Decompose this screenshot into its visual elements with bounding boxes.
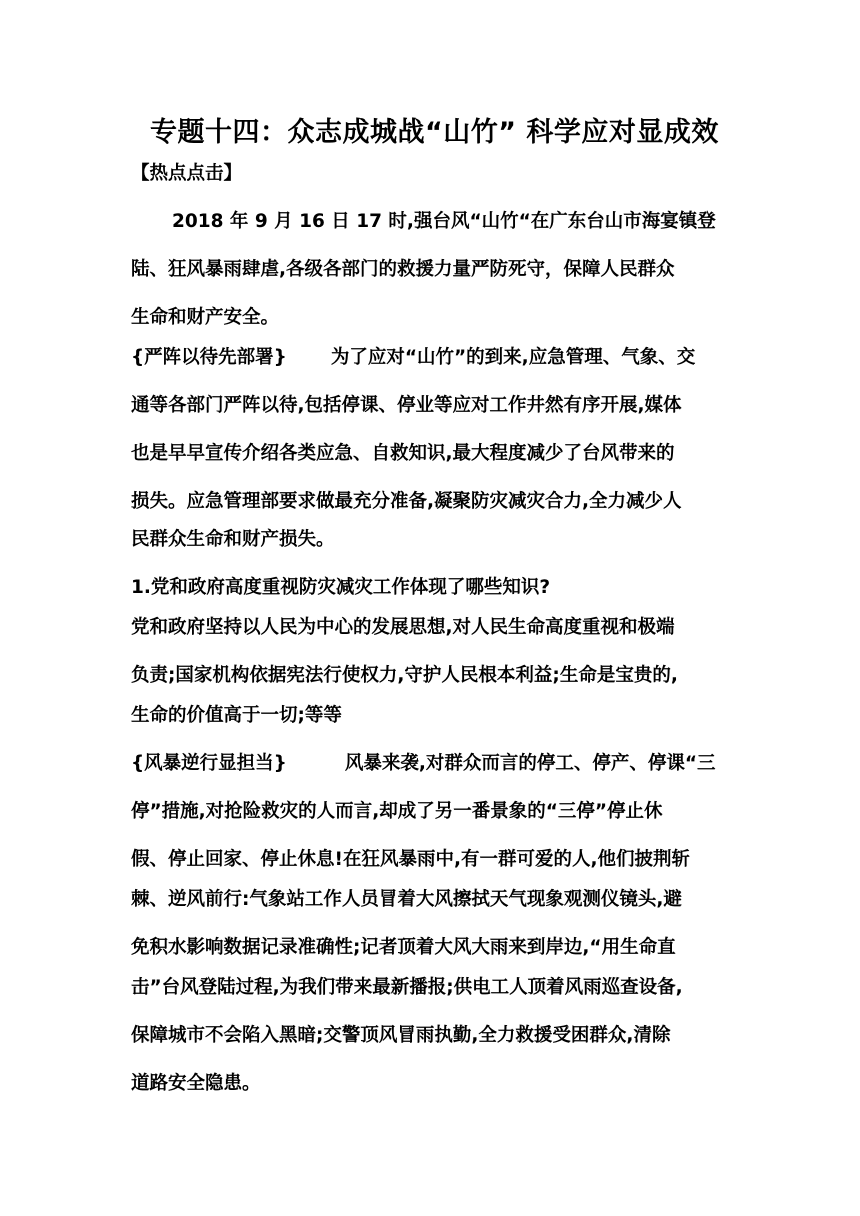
part2-text-line-2: 停”措施,对抢险救灾的人而言,却成了另一番景象的“三停”停止休	[131, 801, 663, 822]
intro-line-3: 生命和财产安全。	[131, 307, 280, 328]
part1-first-line	[131, 346, 695, 370]
intro-line-1: 2018 年 9 月 16 日 17 时,强台风“山竹“在广东台山市海宴镇登	[172, 211, 716, 232]
part1-text-line-3: 也是早早宣传介绍各类应急、自救知识,最大程度减少了台风带来的	[131, 443, 675, 464]
question-1: 1.党和政府高度重视防灾减灾工作体现了哪些知识?	[131, 577, 551, 598]
part2-text-line-4: 棘、逆风前行:气象站工作人员冒着大风擦拭天气现象观测仪镜头,避	[131, 889, 682, 910]
answer1-line-3: 生命的价值高于一切;等等	[131, 705, 342, 726]
part2-text-line-3: 假、停止回家、停止休息!在狂风暴雨中,有一群可爱的人,他们披荆斩	[131, 849, 690, 870]
part1-text-line-1: 为了应对“山竹”的到来,应急管理、气象、交	[330, 347, 696, 368]
answer1-line-1: 党和政府坚持以人民为中心的发展思想,对人民生命高度重视和极端	[131, 617, 675, 638]
part2-first-line	[131, 752, 716, 776]
section-heading: 【热点点击】	[131, 163, 243, 184]
part1-text-line-2: 通等各部门严阵以待,包括停课、停业等应对工作井然有序开展,媒体	[131, 395, 682, 416]
part2-text-line-6: 击”台风登陆过程,为我们带来最新播报;供电工人顶着风雨巡查设备,	[131, 977, 683, 998]
part2-label: {风暴逆行显担当}	[131, 753, 287, 774]
part1-label: {严阵以待先部署}	[131, 347, 287, 368]
part2-text-line-7: 保障城市不会陷入黑暗;交警顶风冒雨执勤,全力救援受困群众,清除	[131, 1025, 671, 1046]
part2-text-line-1: 风暴来袭,对群众而言的停工、停产、停课“三	[344, 753, 716, 774]
part1-text-line-5: 民群众生命和财产损失。	[131, 529, 335, 550]
part2-text-line-8: 道路安全隐患。	[131, 1073, 261, 1094]
intro-line-2: 陆、狂风暴雨肆虐,各级各部门的救援力量严防死守，保障人民群众	[131, 259, 675, 280]
answer1-line-2: 负责;国家机构依据宪法行使权力,守护人民根本利益;生命是宝贵的,	[131, 665, 678, 686]
document-title: 专题十四：众志成城战“山竹” 科学应对显成效	[150, 117, 719, 148]
part1-text-line-4: 损失。应急管理部要求做最充分准备,凝聚防灾减灾合力,全力减少人	[131, 491, 682, 512]
part2-text-line-5: 免积水影响数据记录准确性;记者顶着大风大雨来到岸边,“用生命直	[131, 937, 676, 958]
